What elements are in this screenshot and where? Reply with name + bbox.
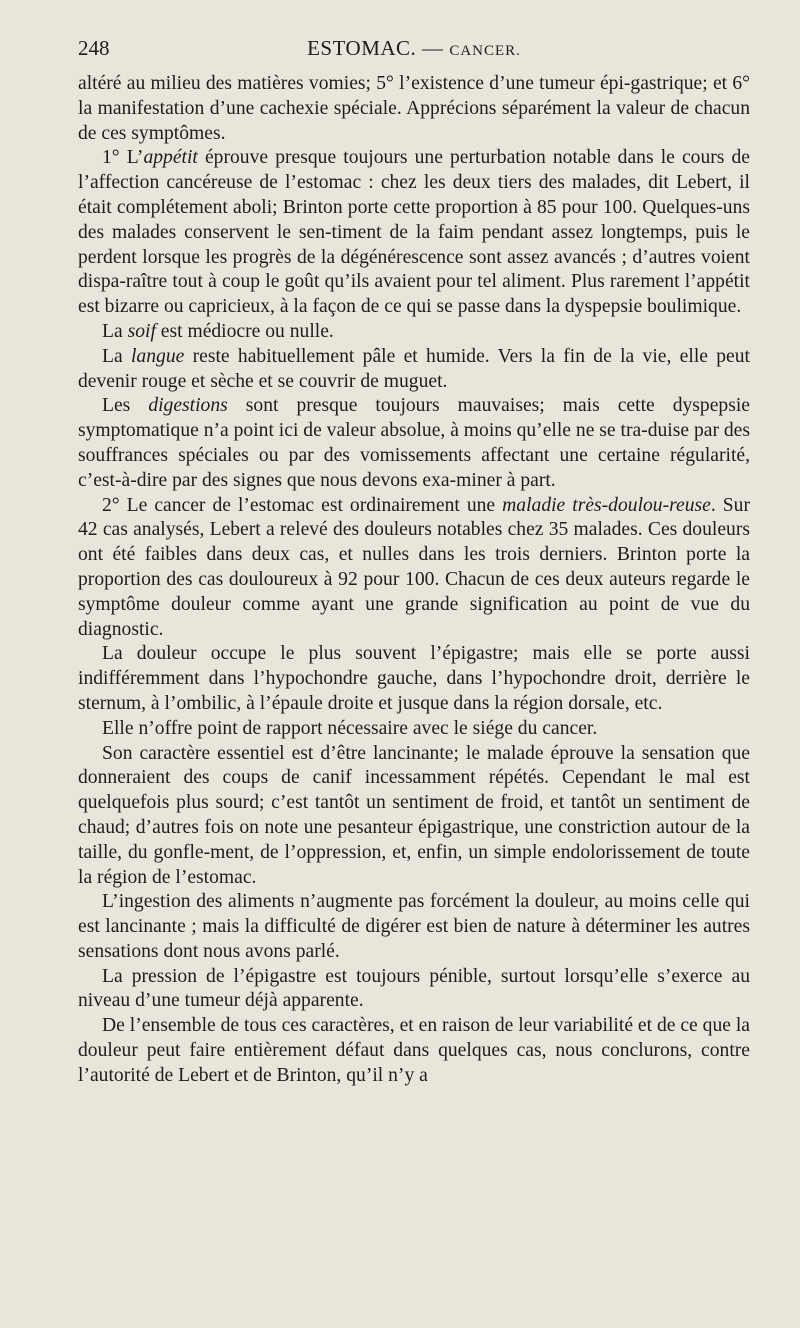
running-head xyxy=(78,36,750,61)
text-run: La pression de l’épigastre est toujours pénible, surtout lorsqu’elle s’exerce au niveau d’une tumeur déjà apparente. xyxy=(78,965,750,1012)
text-run: éprouve presque toujours une perturbation notable dans le cours de l’affection cancéreuse de l’estomac : chez les deux tiers des malades, dit Lebert, il était complétement aboli; Brinton porte cette proportion à 85 pour 100. Quelques-uns des malades conservent le sen-timent de la faim pendant assez longtemps, puis le perdent lorsque les progrès de la dégénérescence sont assez avancés ; d’autres voient dispa-raître tout à coup le goût qu’ils avaient pour tel aliment. Plus rarement l’appétit est bizarre ou capricieux, à la façon de ce qui se passe dans la dyspepsie boulimique. xyxy=(78,147,750,318)
italic-term: appétit xyxy=(143,147,198,169)
italic-term: maladie très-doulou-reuse xyxy=(502,494,711,516)
text-run: . Sur 42 cas analysés, Lebert a relevé des douleurs notables chez 35 malades. Ces douleurs ont été faibles dans deux cas, et nulles dans les trois derniers. Brinton porte la proportion des cas douloureux à 92 pour 100. Chacun de ces deux auteurs regarde le symptôme douleur comme ayant une grande signification au point de vue du diagnostic. xyxy=(78,494,750,640)
text-run: reste habituellement pâle et humide. Vers la fin de la vie, elle peut devenir rouge et sèche et se couvrir de muguet. xyxy=(78,345,750,392)
text-run: 2° Le cancer de l’estomac est ordinairement une xyxy=(102,494,503,516)
italic-term: digestions xyxy=(148,395,228,417)
text-run: La douleur occupe le plus souvent l’épigastre; mais elle se porte aussi indifféremment dans l’hypochondre gauche, dans l’hypochondre droit, derrière le sternum, à l’ombilic, à l’épaule droite et jusque dans la région dorsale, etc. xyxy=(78,643,750,714)
paragraph xyxy=(78,890,750,964)
paragraph xyxy=(78,965,750,1015)
text-run: est médiocre ou nulle. xyxy=(155,320,334,342)
text-run: sont presque toujours mauvaises; mais cette dyspepsie symptomatique n’a point ici de valeur absolue, à moins qu’elle ne se tra-duise par des souffrances spéciales ou par des vomissements affectant une certaine régularité, c’est-à-dire par des signes que nous devons exa-miner à part. xyxy=(78,395,750,491)
paragraph xyxy=(78,717,750,742)
paragraph xyxy=(78,320,750,345)
running-head-subtitle: CANCER. xyxy=(449,43,521,59)
body-text xyxy=(78,72,750,1089)
paragraph xyxy=(78,345,750,395)
italic-term: langue xyxy=(130,345,185,367)
paragraph xyxy=(78,742,750,891)
paragraph xyxy=(78,146,750,320)
paragraph xyxy=(78,72,750,146)
text-run: De l’ensemble de tous ces caractères, et en raison de leur variabilité et de ce que la douleur peut faire entièrement défaut dans quelques cas, nous conclurons, contre l’autorité de Lebert et de Brinton, qu’il n’y a xyxy=(78,1015,750,1086)
text-run: L’ingestion des aliments n’augmente pas forcément la douleur, au moins celle qui est lancinante ; mais la difficulté de digérer est bien de nature à déterminer les autres sensations dont nous avons parlé. xyxy=(78,891,750,962)
text-run: 1° L’ xyxy=(102,147,144,169)
text-run: Son caractère essentiel est d’être lancinante; le malade éprouve la sensation que donneraient des coups de canif incessamment répétés. Cependant le mal est quelquefois plus sourd; c’est tantôt un sentiment de froid, et tantôt un sentiment de chaud; d’autres fois on note une pesanteur épigastrique, une constriction autour de la taille, du gonfle-ment, de l’oppression, et, enfin, un simple endolorissement de toute la région de l’estomac. xyxy=(78,742,750,888)
text-run: altéré au milieu des matières vomies; 5° l’existence d’une tumeur épi-gastrique; et 6° la manifestation d’une cachexie spéciale. Apprécions séparément la valeur de chacun de ces symptômes. xyxy=(78,73,750,144)
paragraph xyxy=(78,494,750,643)
page-header xyxy=(78,36,750,66)
paragraph xyxy=(78,394,750,493)
page-number: 248 xyxy=(78,36,110,60)
paragraph xyxy=(78,642,750,716)
running-head-title: ESTOMAC. — xyxy=(307,36,444,60)
text-run: Elle n’offre point de rapport nécessaire avec le siége du cancer. xyxy=(102,717,598,739)
italic-term: soif xyxy=(127,320,156,342)
text-run: Les xyxy=(102,395,149,417)
text-run: La xyxy=(102,345,131,367)
paragraph xyxy=(78,1014,750,1088)
text-run: La xyxy=(102,320,128,342)
